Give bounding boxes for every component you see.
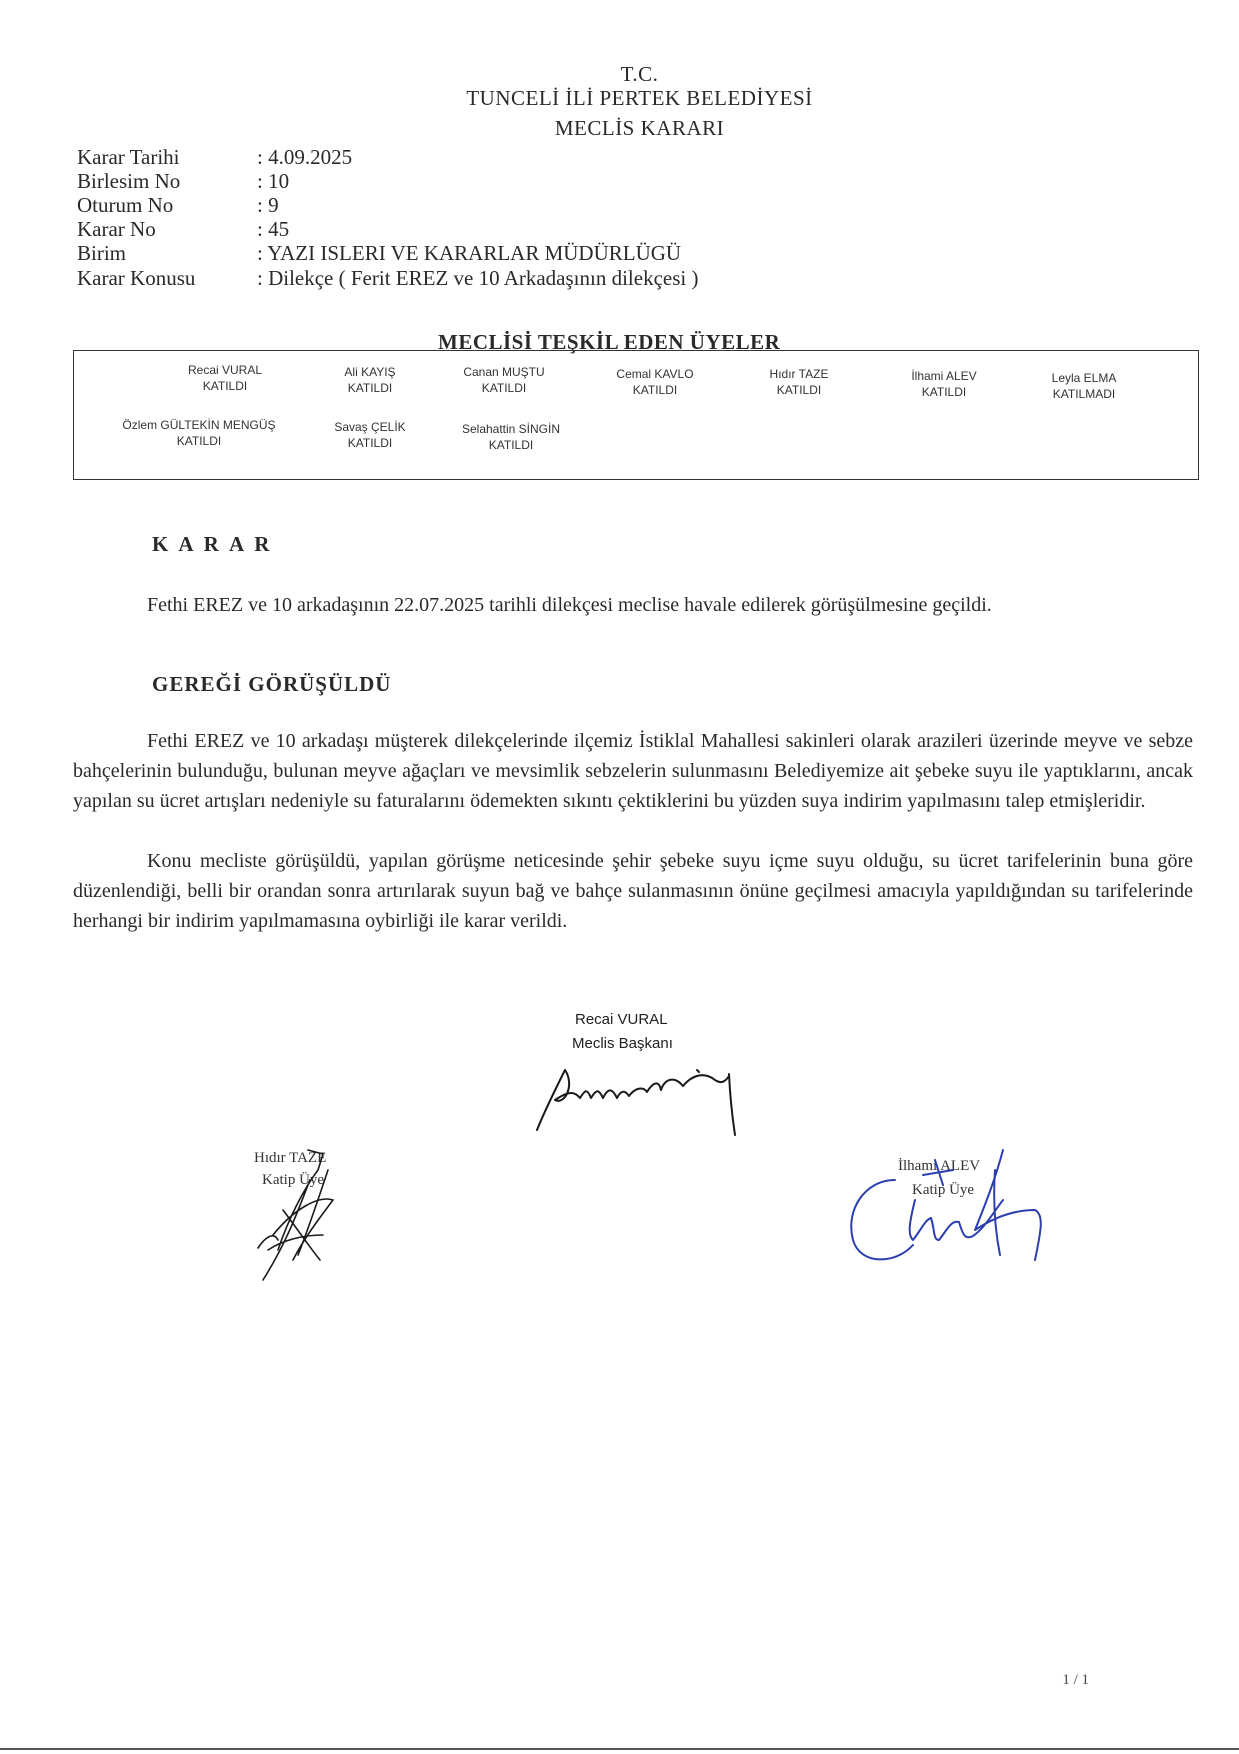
member-status: KATILMADI	[1052, 387, 1116, 401]
meta-label: Birim	[77, 241, 127, 265]
member-name: Cemal KAVLO	[616, 367, 694, 381]
member-status: KATILDI	[921, 385, 967, 399]
body-paragraph-2: Konu mecliste görüşüldü, yapılan görüşme neticesinde şehir şebeke suyu içme suyu olduğu, su ücret tarifelerinin buna göre düzenlendiği, belli bir orandan sonra artırılarak suyun bağ ve bahçe sulanmasının önüne geçilmesi amacıyla yapıldığından su tarifelerinde herhangi bir indirim yapılmamasına oybirliği ile karar verildi.	[73, 850, 1193, 932]
meta-label: Karar Konusu	[77, 266, 196, 290]
meta-value: : 9	[257, 193, 279, 217]
member-name: Hıdır TAZE	[769, 367, 829, 381]
member-name: Özlem GÜLTEKİN MENGÜŞ	[122, 418, 276, 432]
member-cell	[314, 364, 426, 396]
header-municipality: TUNCELİ İLİ PERTEK BELEDİYESİ	[466, 86, 813, 110]
member-name: İlhami ALEV	[911, 369, 977, 383]
meta-value: : 45	[257, 217, 290, 241]
member-cell	[449, 364, 559, 396]
bottom-divider	[0, 1748, 1239, 1750]
member-cell	[104, 417, 294, 449]
president-signature	[525, 1050, 795, 1140]
clerk-left-title: Katip Üye	[262, 1172, 325, 1188]
members-title: MECLİSİ TEŞKİL EDEN ÜYELER	[438, 330, 781, 354]
clerk-right-signature	[835, 1140, 1075, 1280]
member-cell	[314, 419, 426, 451]
meta-value: : YAZI ISLERI VE KARARLAR MÜDÜRLÜGÜ	[257, 241, 682, 265]
clerk-right-name: İlhami ALEV	[898, 1158, 981, 1174]
member-cell	[1034, 370, 1134, 402]
members-table	[73, 350, 1199, 480]
member-cell	[179, 362, 271, 394]
member-status: KATILDI	[347, 436, 393, 450]
deliberation-title: GEREĞİ GÖRÜŞÜLDÜ	[152, 672, 392, 696]
member-status: KATILDI	[481, 381, 527, 395]
member-status: KATILDI	[488, 438, 534, 452]
member-cell	[889, 368, 999, 400]
member-status: KATILDI	[176, 434, 222, 448]
member-cell	[436, 421, 586, 453]
meta-value: : 10	[257, 169, 290, 193]
header-tc: T.C.	[620, 62, 659, 86]
president-title: Meclis Başkanı	[572, 1035, 673, 1052]
meta-label: Karar Tarihi	[77, 145, 180, 169]
karar-paragraph: Fethi EREZ ve 10 arkadaşının 22.07.2025 tarihli dilekçesi meclise havale edilerek görüşülmesine geçildi.	[147, 594, 992, 616]
member-name: Recai VURAL	[187, 363, 263, 377]
clerk-left-name: Hıdır TAZE	[254, 1150, 327, 1166]
meta-value: : 4.09.2025	[257, 145, 353, 169]
member-cell	[749, 366, 849, 398]
member-name: Selahattin SİNGİN	[461, 422, 561, 436]
meta-label: Oturum No	[77, 193, 174, 217]
clerk-left-signature	[248, 1140, 358, 1290]
member-status: KATILDI	[632, 383, 678, 397]
meta-value: : Dilekçe ( Ferit EREZ ve 10 Arkadaşının dilekçesi )	[257, 266, 699, 290]
member-name: Leyla ELMA	[1051, 371, 1117, 385]
clerk-right-title: Katip Üye	[912, 1182, 975, 1198]
meta-label: Karar No	[77, 217, 156, 241]
member-name: Canan MUŞTU	[463, 365, 545, 379]
president-name: Recai VURAL	[575, 1011, 668, 1028]
member-name: Savaş ÇELİK	[334, 420, 406, 434]
member-cell	[600, 366, 710, 398]
member-status: KATILDI	[202, 379, 248, 393]
member-status: KATILDI	[347, 381, 393, 395]
meta-label: Birlesim No	[77, 169, 181, 193]
header-decision-type: MECLİS KARARI	[554, 116, 725, 140]
body-paragraph-1: Fethi EREZ ve 10 arkadaşı müşterek dilekçelerinde ilçemiz İstiklal Mahallesi sakinleri olarak arazileri üzerinde meyve ve sebze bahçelerinin bulunduğu, bulunan meyve ağaçları ve mevsimlik sebzelerin sulunmasını Belediyemize ait şebeke suyu ile yaptıklarını, ancak yapılan su ücret artışları nedeniyle su faturalarını ödemekten sıkıntı çektiklerini bu yüzden suya indirim yapılmasını talep etmişleridir.	[73, 730, 1193, 812]
page-number: 1 / 1	[1062, 1672, 1089, 1688]
karar-title: K A R A R	[152, 532, 273, 556]
member-status: KATILDI	[776, 383, 822, 397]
member-name: Ali KAYIŞ	[344, 365, 396, 379]
